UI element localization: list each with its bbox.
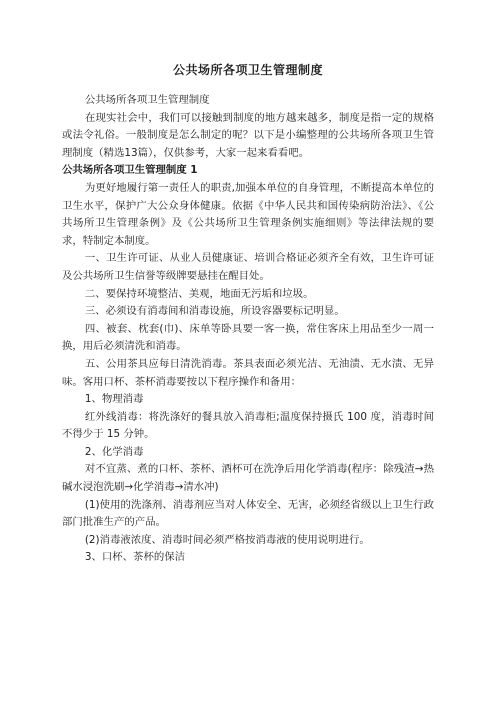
paragraph: 红外线消毒：将洗涤好的餐具放入消毒柜;温度保持摄氏 100 度，消毒时间不得少于 15 分钟。 <box>62 410 434 441</box>
paragraph: 2、化学消毒 <box>84 445 144 458</box>
paragraph: (2)消毒液浓度、消毒时间必须严格按消毒液的使用说明进行。 <box>84 533 370 546</box>
document-body <box>62 92 434 567</box>
paragraph: 一、卫生许可证、从业人员健康证、培训合格证必须齐全有效，卫生许可证及公共场所卫生信誉等级牌要悬挂在醒目处。 <box>62 252 434 282</box>
paragraph: 三、必须设有消毒间和消毒设施，所设容器要标记明显。 <box>84 305 345 318</box>
paragraph: 在现实社会中，我们可以接触到制度的地方越来越多，制度是指一定的规格或法令礼俗。一般制度是怎么制定的呢？以下是小编整理的公共场所各项卫生管理制度（精选13篇），仅供参考，大家一起来看看吧。 <box>62 111 434 159</box>
paragraph: (1)使用的洗涤剂、消毒剂应当对人体安全、无害，必须经省级以上卫生行政部门批准生产的产品。 <box>62 498 434 529</box>
paragraph: 二、要保持环境整洁、美观，地面无污垢和垃圾。 <box>84 287 314 300</box>
paragraph: 四、被套、枕套(巾)、床单等卧具要一客一换，常住客床上用品至少一周一换，用后必须清洗和消毒。 <box>62 322 434 353</box>
paragraph: 对不宜蒸、煮的口杯、茶杯、酒杯可在洗净后用化学消毒(程序：除残渣→热碱水浸泡洗刷→化学消毒→清水冲) <box>62 463 434 494</box>
paragraph: 3、口杯、茶杯的保洁 <box>84 551 186 564</box>
paragraph: 为更好地履行第一责任人的职责,加强本单位的自身管理，不断提高本单位的卫生水平，保护广大公众身体健康。依据《中华人民共和国传染病防治法》、《公共场所卫生管理条例》及《公共场所卫生管理条例实施细则》等法律法规的要求，特制定本制度。 <box>62 181 434 247</box>
paragraph: 1、物理消毒 <box>84 393 144 406</box>
document-title: 公共场所各项卫生管理制度 <box>172 63 323 77</box>
section-heading: 公共场所各项卫生管理制度 1 <box>62 164 198 177</box>
paragraph: 公共场所各项卫生管理制度 <box>84 94 210 106</box>
paragraph: 五、公用茶具应每日清洗消毒。茶具表面必须光洁、无油渍、无水渍、无异味。客用口杯、茶杯消毒要按以下程序操作和备用： <box>62 357 434 388</box>
